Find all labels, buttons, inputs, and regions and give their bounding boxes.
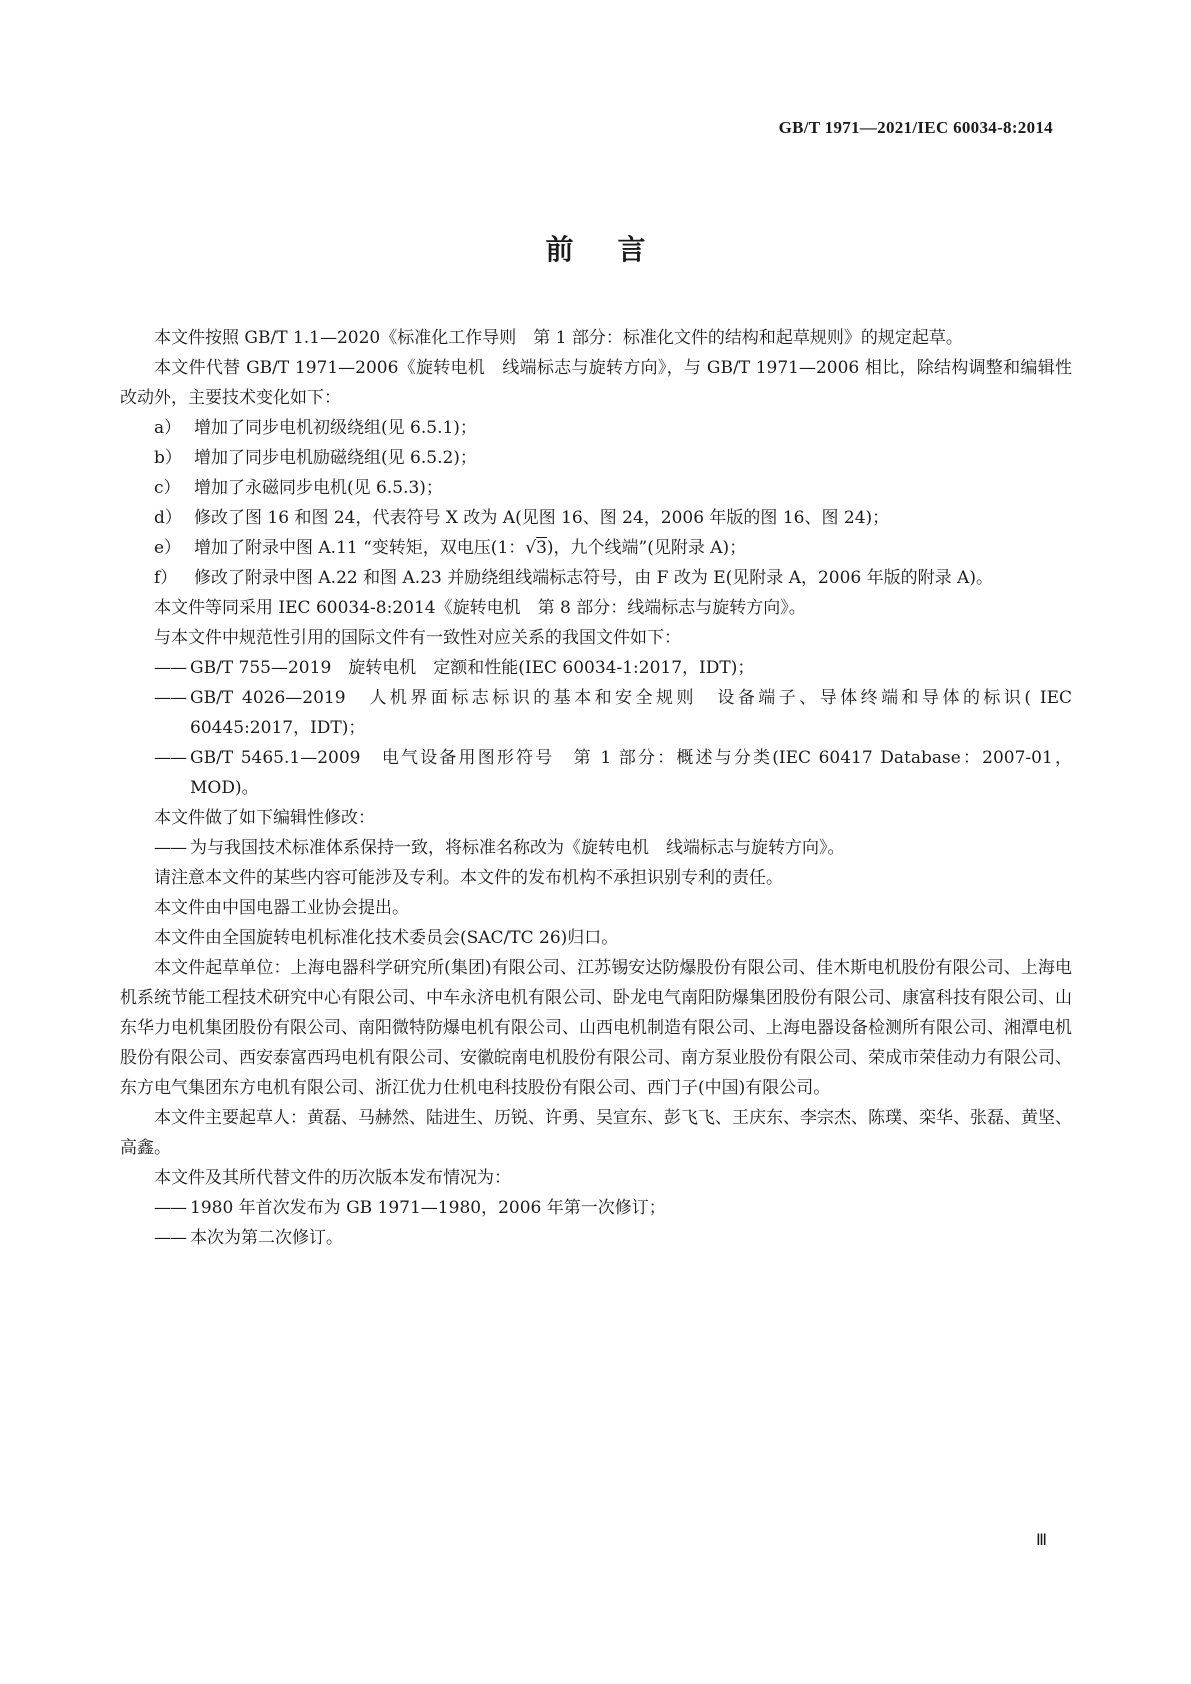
- paragraph-corresponding-docs: 与本文件中规范性引用的国际文件有一致性对应关系的我国文件如下：: [154, 628, 681, 648]
- list-text: [194, 533, 1072, 563]
- sqrt-radicand: 3: [536, 538, 547, 558]
- list-marker: f）: [154, 568, 178, 588]
- list-marker: e）: [154, 538, 182, 558]
- paragraph-drafters: 本文件主要起草人：黄磊、马赫然、陆进生、历锐、许勇、吴宣东、彭飞飞、王庆东、李宗杰、陈璞、栾华、张磊、黄坚、高鑫。: [120, 1108, 1072, 1158]
- dash-marker: ——: [154, 658, 186, 678]
- dash-marker: ——: [154, 1198, 186, 1218]
- list-marker: b）: [154, 448, 182, 468]
- list-text: 增加了永磁同步电机(见 6.5.3)；: [194, 478, 443, 498]
- reference-item: [120, 683, 1072, 743]
- list-item: [120, 533, 1072, 563]
- dash-marker: ——: [154, 838, 186, 858]
- list-text: 修改了图 16 和图 24，代表符号 X 改为 A(见图 16、图 24，2006 年版的图 16、图 24)；: [194, 508, 890, 528]
- history-text: 1980 年首次发布为 GB 1971—1980，2006 年第一次修订；: [190, 1198, 666, 1218]
- page-number: Ⅲ: [1035, 1532, 1047, 1549]
- reference-text: GB/T 5465.1—2009 电气设备用图形符号 第 1 部分：概述与分类(IEC 60417 Database：2007-01，MOD)。: [190, 748, 1072, 798]
- list-marker: a）: [154, 418, 182, 438]
- paragraph-drafting-rules: 本文件按照 GB/T 1.1—2020《标准化工作导则 第 1 部分：标准化文件的结构和起草规则》的规定起草。: [154, 328, 963, 348]
- paragraph-editorial-changes: 本文件做了如下编辑性修改：: [154, 808, 375, 828]
- list-item: [120, 473, 1072, 503]
- paragraph-patent-notice: 请注意本文件的某些内容可能涉及专利。本文件的发布机构不承担识别专利的责任。: [154, 868, 783, 888]
- paragraph-replacement: 本文件代替 GB/T 1971—2006《旋转电机 线端标志与旋转方向》，与 GB/T 1971—2006 相比，除结构调整和编辑性改动外，主要技术变化如下：: [120, 358, 1072, 408]
- history-item: [120, 1193, 1072, 1223]
- paragraph-proposed-by: 本文件由中国电器工业协会提出。: [154, 898, 409, 918]
- standard-code: GB/T 1971—2021/IEC 60034-8:2014: [778, 118, 1053, 137]
- list-marker: d）: [154, 508, 182, 528]
- list-text-before: 增加了附录中图 A.11 “变转矩，双电压(1：√: [194, 538, 537, 558]
- list-marker: c）: [154, 478, 181, 498]
- page-title: 前言: [545, 233, 690, 266]
- paragraph-identical-adoption: 本文件等同采用 IEC 60034-8:2014《旋转电机 第 8 部分：线端标志与旋转方向》。: [154, 598, 806, 618]
- reference-item: [120, 653, 1072, 683]
- paragraph-version-history: 本文件及其所代替文件的历次版本发布情况为：: [154, 1168, 511, 1188]
- list-item: [120, 413, 1072, 443]
- dash-marker: ——: [154, 688, 186, 708]
- edit-item: [120, 833, 1072, 863]
- edit-text: 为与我国技术标准体系保持一致，将标准名称改为《旋转电机 线端标志与旋转方向》。: [190, 838, 845, 858]
- dash-marker: ——: [154, 1228, 186, 1248]
- paragraph-drafting-units: 本文件起草单位：上海电器科学研究所(集团)有限公司、江苏锡安达防爆股份有限公司、佳木斯电机股份有限公司、上海电机系统节能工程技术研究中心有限公司、中车永济电机有限公司、卧龙电气南阳防爆集团股份有限公司、康富科技有限公司、山东华力电机集团股份有限公司、南阳微特防爆电机有限公司、山西电机制造有限公司、上海电器设备检测所有限公司、湘潭电机股份有限公司、西安泰富西玛电机有限公司、安徽皖南电机股份有限公司、南方泵业股份有限公司、荣成市荣佳动力有限公司、东方电气集团东方电机有限公司、浙江优力仕机电科技股份有限公司、西门子(中国)有限公司。: [120, 958, 1072, 1098]
- document-body: [120, 323, 1072, 1253]
- reference-item: [120, 743, 1072, 803]
- list-item: [120, 443, 1072, 473]
- list-item: [120, 563, 1072, 593]
- paragraph-technical-committee: 本文件由全国旋转电机标准化技术委员会(SAC/TC 26)归口。: [154, 928, 619, 948]
- reference-text: GB/T 4026—2019 人机界面标志标识的基本和安全规则 设备端子、导体终端和导体的标识( IEC 60445:2017，IDT)；: [190, 688, 1072, 738]
- list-item: [120, 503, 1072, 533]
- list-text: 增加了同步电机初级绕组(见 6.5.1)；: [194, 418, 477, 438]
- list-text-after: )，九个线端”(见附录 A)；: [546, 538, 747, 558]
- dash-marker: ——: [154, 748, 186, 768]
- reference-text: GB/T 755—2019 旋转电机 定额和性能(IEC 60034-1:2017，IDT)；: [190, 658, 755, 678]
- list-text: 增加了同步电机励磁绕组(见 6.5.2)；: [194, 448, 477, 468]
- history-item: [120, 1223, 1072, 1253]
- list-text: 修改了附录中图 A.22 和图 A.23 并励绕组线端标志符号，由 F 改为 E(见附录 A，2006 年版的附录 A)。: [194, 568, 993, 588]
- history-text: 本次为第二次修订。: [190, 1228, 343, 1248]
